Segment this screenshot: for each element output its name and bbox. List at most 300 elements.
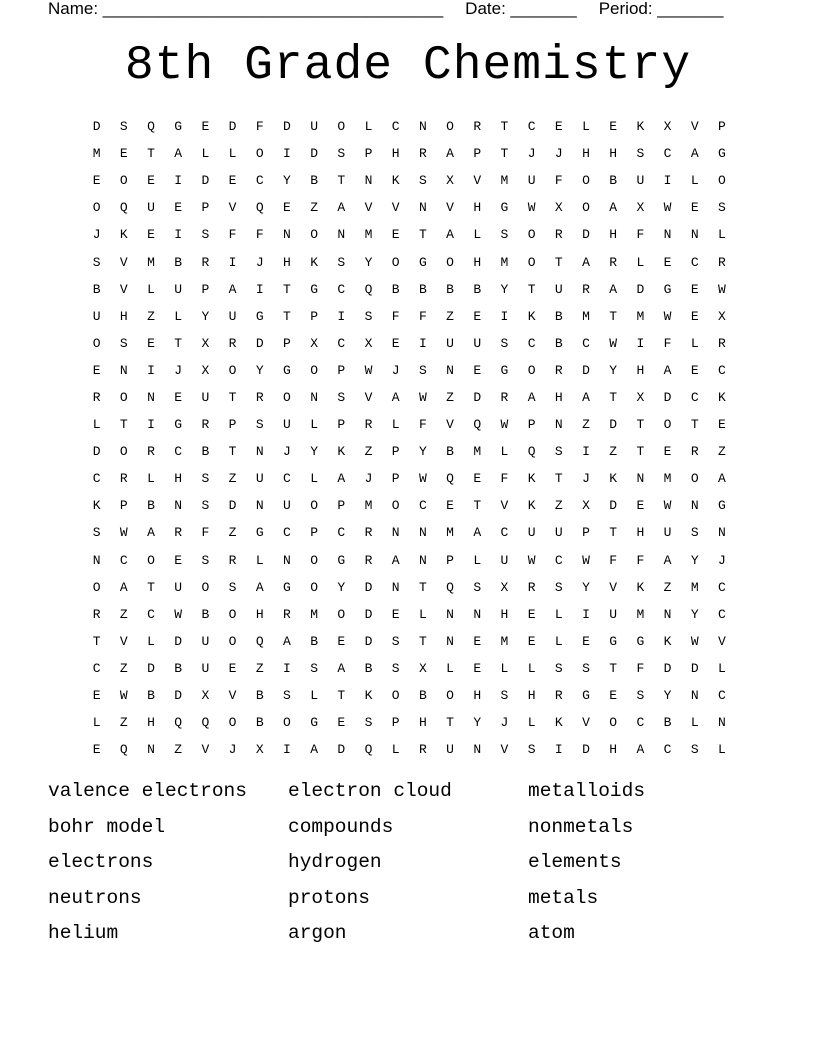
grid-letter: D — [228, 498, 237, 514]
grid-letter: Y — [690, 552, 699, 568]
grid-letter: Y — [364, 254, 373, 270]
grid-letter: V — [119, 281, 128, 297]
grid-letter: A — [718, 471, 726, 487]
grid-letter: P — [718, 119, 726, 135]
grid-letter: A — [663, 362, 672, 378]
grid-letter: L — [391, 742, 400, 758]
grid-letter: D — [364, 579, 373, 595]
grid-letter: A — [391, 552, 400, 568]
grid-letter: U — [228, 308, 237, 324]
grid-letter: N — [718, 715, 726, 731]
grid-letter: S — [283, 688, 291, 704]
grid-letter: C — [418, 498, 427, 514]
grid-letter: J — [174, 362, 183, 378]
grid-letter: S — [255, 417, 264, 433]
grid-letter: U — [201, 389, 210, 405]
grid-letter: E — [582, 633, 590, 649]
grid-letter: F — [636, 227, 645, 243]
word-bank-item: hydrogen — [288, 851, 382, 873]
grid-letter: Y — [255, 362, 264, 378]
grid-letter: T — [527, 281, 536, 297]
grid-letter: O — [228, 633, 237, 649]
grid-letter: U — [554, 525, 563, 541]
grid-letter: A — [582, 389, 590, 405]
grid-letter: S — [391, 660, 400, 676]
grid-letter: L — [582, 119, 590, 135]
grid-letter: T — [418, 633, 427, 649]
grid-letter: W — [174, 606, 183, 622]
grid-letter: I — [582, 606, 590, 622]
grid-letter: T — [609, 308, 618, 324]
grid-letter: D — [283, 119, 291, 135]
grid-letter: N — [92, 552, 101, 568]
grid-letter: E — [92, 688, 101, 704]
grid-letter: M — [636, 606, 645, 622]
grid-letter: J — [500, 715, 509, 731]
grid-letter: H — [609, 742, 618, 758]
grid-letter: G — [283, 362, 291, 378]
grid-letter: H — [473, 688, 482, 704]
grid-letter: D — [690, 660, 699, 676]
grid-letter: T — [446, 715, 454, 731]
grid-letter: Q — [473, 417, 482, 433]
grid-letter: O — [119, 444, 128, 460]
grid-letter: G — [174, 119, 183, 135]
grid-letter: P — [201, 281, 210, 297]
grid-letter: I — [582, 444, 590, 460]
grid-letter: E — [201, 119, 210, 135]
grid-letter: H — [636, 362, 645, 378]
grid-letter: G — [337, 552, 346, 568]
grid-letter: X — [201, 335, 210, 351]
grid-letter: D — [663, 660, 672, 676]
grid-letter: G — [255, 308, 264, 324]
grid-letter: D — [364, 633, 373, 649]
grid-letter: P — [337, 498, 346, 514]
grid-letter: A — [147, 525, 155, 541]
grid-letter: A — [663, 552, 672, 568]
grid-letter: L — [147, 633, 155, 649]
grid-letter: L — [636, 254, 645, 270]
grid-letter: E — [473, 471, 482, 487]
grid-letter: E — [473, 660, 482, 676]
grid-letter: L — [201, 146, 210, 162]
grid-letter: R — [201, 417, 210, 433]
grid-letter: P — [337, 417, 346, 433]
grid-letter: D — [473, 389, 482, 405]
grid-letter: N — [554, 417, 563, 433]
grid-letter: S — [92, 525, 101, 541]
grid-letter: L — [418, 606, 427, 622]
grid-letter: O — [201, 579, 210, 595]
grid-letter: G — [663, 281, 672, 297]
grid-letter: R — [718, 335, 726, 351]
grid-letter: A — [283, 633, 291, 649]
grid-letter: A — [391, 389, 400, 405]
grid-letter: X — [364, 335, 373, 351]
grid-letter: P — [391, 715, 400, 731]
grid-letter: D — [609, 417, 618, 433]
grid-letter: O — [283, 715, 291, 731]
grid-letter: C — [554, 552, 563, 568]
grid-letter: L — [690, 335, 699, 351]
grid-letter: U — [636, 173, 645, 189]
grid-letter: P — [310, 525, 318, 541]
grid-letter: N — [364, 173, 373, 189]
grid-letter: Z — [609, 444, 618, 460]
grid-letter: K — [554, 715, 563, 731]
grid-letter: O — [337, 119, 346, 135]
grid-letter: L — [690, 173, 699, 189]
grid-letter: L — [500, 444, 509, 460]
grid-letter: E — [690, 308, 699, 324]
grid-letter: J — [364, 471, 373, 487]
grid-letter: S — [364, 308, 373, 324]
grid-letter: Q — [201, 715, 210, 731]
grid-letter: T — [690, 417, 699, 433]
grid-letter: N — [283, 552, 291, 568]
grid-letter: N — [147, 389, 155, 405]
grid-letter: S — [119, 335, 128, 351]
grid-letter: F — [500, 471, 509, 487]
grid-letter: G — [174, 417, 183, 433]
grid-letter: P — [119, 498, 128, 514]
grid-letter: U — [201, 660, 210, 676]
grid-letter: D — [364, 606, 373, 622]
grid-letter: C — [690, 254, 699, 270]
grid-letter: U — [174, 281, 183, 297]
grid-letter: N — [418, 525, 427, 541]
grid-letter: H — [147, 715, 155, 731]
grid-letter: S — [500, 335, 509, 351]
word-bank-item: elements — [528, 851, 622, 873]
grid-letter: R — [255, 389, 264, 405]
grid-letter: C — [527, 119, 536, 135]
grid-letter: N — [418, 552, 427, 568]
grid-letter: K — [527, 498, 536, 514]
grid-letter: R — [473, 119, 482, 135]
grid-letter: D — [582, 362, 590, 378]
grid-letter: P — [527, 417, 536, 433]
grid-letter: M — [364, 227, 373, 243]
grid-letter: J — [582, 471, 590, 487]
grid-letter: O — [582, 173, 590, 189]
grid-letter: R — [147, 444, 155, 460]
grid-letter: S — [636, 146, 645, 162]
grid-letter: I — [337, 308, 346, 324]
grid-letter: L — [554, 633, 563, 649]
grid-letter: J — [527, 146, 536, 162]
grid-letter: X — [255, 742, 264, 758]
grid-letter: G — [255, 525, 264, 541]
grid-letter: O — [92, 200, 101, 216]
grid-letter: K — [636, 119, 645, 135]
grid-letter: E — [391, 606, 400, 622]
grid-letter: X — [636, 389, 645, 405]
grid-letter: A — [636, 742, 645, 758]
grid-letter: C — [391, 119, 400, 135]
grid-letter: I — [228, 254, 237, 270]
grid-letter: N — [255, 444, 264, 460]
grid-letter: Y — [310, 444, 318, 460]
grid-letter: V — [690, 119, 699, 135]
grid-letter: V — [582, 715, 590, 731]
grid-letter: L — [718, 227, 726, 243]
grid-letter: X — [663, 119, 672, 135]
grid-letter: H — [609, 146, 618, 162]
grid-letter: A — [582, 254, 590, 270]
grid-letter: G — [500, 362, 509, 378]
grid-letter: E — [690, 362, 699, 378]
grid-letter: Z — [255, 660, 264, 676]
grid-letter: R — [364, 525, 373, 541]
grid-letter: Z — [310, 200, 318, 216]
grid-letter: U — [92, 308, 101, 324]
grid-letter: M — [500, 633, 509, 649]
grid-letter: R — [554, 227, 563, 243]
grid-letter: Z — [446, 389, 454, 405]
grid-letter: O — [119, 173, 128, 189]
grid-letter: Z — [147, 308, 155, 324]
grid-letter: V — [718, 633, 726, 649]
grid-letter: B — [364, 660, 373, 676]
grid-letter: B — [663, 715, 672, 731]
grid-letter: R — [119, 471, 128, 487]
grid-letter: O — [527, 254, 536, 270]
grid-letter: T — [418, 579, 427, 595]
grid-letter: U — [283, 417, 291, 433]
grid-letter: H — [609, 227, 618, 243]
grid-letter: T — [228, 444, 237, 460]
grid-letter: F — [255, 119, 264, 135]
grid-letter: M — [364, 498, 373, 514]
grid-letter: E — [690, 200, 699, 216]
grid-letter: L — [473, 552, 482, 568]
grid-letter: S — [228, 579, 237, 595]
grid-letter: Y — [500, 281, 509, 297]
grid-letter: A — [609, 200, 618, 216]
grid-letter: L — [310, 471, 318, 487]
grid-letter: S — [337, 146, 346, 162]
grid-letter: S — [527, 742, 536, 758]
grid-letter: K — [527, 308, 536, 324]
grid-letter: E — [473, 362, 482, 378]
grid-letter: I — [418, 335, 427, 351]
grid-letter: Q — [364, 742, 373, 758]
grid-letter: I — [283, 146, 291, 162]
grid-letter: H — [473, 254, 482, 270]
grid-letter: E — [473, 633, 482, 649]
grid-letter: R — [201, 254, 210, 270]
grid-letter: I — [663, 173, 672, 189]
grid-letter: R — [690, 444, 699, 460]
grid-letter: U — [255, 471, 264, 487]
grid-letter: P — [364, 146, 373, 162]
grid-letter: H — [636, 525, 645, 541]
grid-letter: O — [391, 688, 400, 704]
grid-letter: T — [554, 471, 563, 487]
grid-letter: L — [174, 308, 183, 324]
grid-letter: S — [391, 633, 400, 649]
grid-letter: A — [174, 146, 183, 162]
grid-letter: G — [283, 579, 291, 595]
grid-letter: B — [609, 173, 618, 189]
grid-letter: D — [201, 173, 210, 189]
grid-letter: W — [582, 552, 590, 568]
grid-letter: U — [663, 525, 672, 541]
grid-letter: I — [174, 173, 183, 189]
grid-letter: R — [418, 742, 427, 758]
grid-letter: I — [283, 742, 291, 758]
grid-letter: U — [446, 742, 454, 758]
grid-letter: H — [283, 254, 291, 270]
grid-letter: W — [718, 281, 726, 297]
grid-letter: N — [473, 606, 482, 622]
grid-letter: C — [119, 552, 128, 568]
grid-letter: D — [609, 498, 618, 514]
grid-letter: B — [554, 335, 563, 351]
grid-letter: N — [174, 498, 183, 514]
grid-letter: F — [663, 335, 672, 351]
name-field-label: Name: ____________________________________ — [48, 0, 444, 18]
grid-letter: J — [283, 444, 291, 460]
grid-letter: E — [228, 660, 237, 676]
grid-letter: E — [473, 308, 482, 324]
grid-letter: O — [391, 498, 400, 514]
grid-letter: Z — [228, 471, 237, 487]
grid-letter: O — [228, 715, 237, 731]
grid-letter: B — [554, 308, 563, 324]
grid-letter: E — [554, 119, 563, 135]
grid-letter: T — [283, 281, 291, 297]
grid-letter: F — [636, 660, 645, 676]
grid-letter: O — [446, 254, 454, 270]
grid-letter: C — [147, 606, 155, 622]
grid-letter: E — [147, 335, 155, 351]
grid-letter: O — [609, 715, 618, 731]
grid-letter: D — [310, 146, 318, 162]
grid-letter: U — [554, 281, 563, 297]
grid-letter: C — [527, 335, 536, 351]
grid-letter: B — [310, 173, 318, 189]
grid-letter: C — [337, 525, 346, 541]
grid-letter: G — [418, 254, 427, 270]
grid-letter: G — [582, 688, 590, 704]
grid-letter: G — [718, 146, 726, 162]
grid-letter: H — [500, 606, 509, 622]
grid-letter: Q — [174, 715, 183, 731]
grid-letter: W — [527, 552, 536, 568]
grid-letter: L — [310, 688, 318, 704]
grid-letter: O — [255, 146, 264, 162]
grid-letter: V — [391, 200, 400, 216]
grid-letter: G — [718, 498, 726, 514]
grid-letter: I — [174, 227, 183, 243]
grid-letter: B — [174, 254, 183, 270]
grid-letter: V — [446, 417, 454, 433]
grid-letter: C — [663, 146, 672, 162]
grid-letter: Z — [364, 444, 373, 460]
grid-letter: F — [391, 308, 400, 324]
grid-letter: S — [636, 688, 645, 704]
grid-letter: R — [609, 254, 618, 270]
grid-letter: L — [310, 417, 318, 433]
grid-letter: Z — [582, 417, 590, 433]
grid-letter: X — [500, 579, 509, 595]
grid-letter: C — [174, 444, 183, 460]
grid-letter: F — [201, 525, 210, 541]
grid-letter: O — [446, 688, 454, 704]
grid-letter: N — [446, 606, 454, 622]
grid-letter: O — [228, 362, 237, 378]
grid-letter: X — [201, 362, 210, 378]
grid-letter: O — [92, 335, 101, 351]
grid-letter: R — [554, 362, 563, 378]
word-bank-item: valence electrons — [48, 780, 247, 802]
grid-letter: L — [527, 715, 536, 731]
grid-letter: X — [554, 200, 563, 216]
grid-letter: B — [92, 281, 101, 297]
grid-letter: S — [337, 389, 346, 405]
grid-letter: K — [663, 633, 672, 649]
grid-letter: W — [609, 335, 618, 351]
grid-letter: V — [119, 254, 128, 270]
grid-letter: T — [500, 119, 509, 135]
grid-letter: I — [147, 362, 155, 378]
page-title: 8th Grade Chemistry — [124, 39, 692, 93]
grid-letter: A — [690, 146, 699, 162]
grid-letter: C — [663, 742, 672, 758]
grid-letter: U — [473, 335, 482, 351]
grid-letter: W — [119, 688, 128, 704]
grid-letter: U — [446, 335, 454, 351]
grid-letter: Y — [609, 362, 618, 378]
grid-letter: M — [473, 444, 482, 460]
grid-letter: V — [364, 200, 373, 216]
grid-letter: T — [119, 417, 128, 433]
grid-letter: H — [582, 146, 590, 162]
word-bank-item: bohr model — [48, 815, 166, 838]
grid-letter: U — [500, 552, 509, 568]
grid-letter: N — [663, 227, 672, 243]
grid-letter: S — [500, 688, 509, 704]
grid-letter: Y — [418, 444, 427, 460]
grid-letter: Q — [446, 471, 454, 487]
grid-letter: K — [364, 688, 373, 704]
grid-letter: N — [310, 389, 318, 405]
grid-letter: E — [663, 444, 672, 460]
grid-letter: S — [92, 254, 101, 270]
grid-letter: F — [609, 552, 618, 568]
grid-letter: H — [119, 308, 128, 324]
grid-letter: N — [446, 362, 454, 378]
grid-letter: B — [201, 606, 210, 622]
grid-letter: S — [310, 660, 318, 676]
grid-letter: R — [418, 146, 427, 162]
grid-letter: V — [228, 688, 237, 704]
grid-letter: E — [92, 362, 101, 378]
grid-letter: O — [310, 579, 318, 595]
grid-letter: S — [554, 660, 563, 676]
grid-letter: I — [500, 308, 509, 324]
grid-letter: L — [147, 471, 155, 487]
grid-letter: V — [500, 498, 509, 514]
grid-letter: E — [228, 173, 237, 189]
grid-letter: Z — [119, 715, 128, 731]
grid-letter: B — [473, 281, 482, 297]
grid-letter: M — [500, 254, 509, 270]
grid-letter: C — [500, 525, 509, 541]
